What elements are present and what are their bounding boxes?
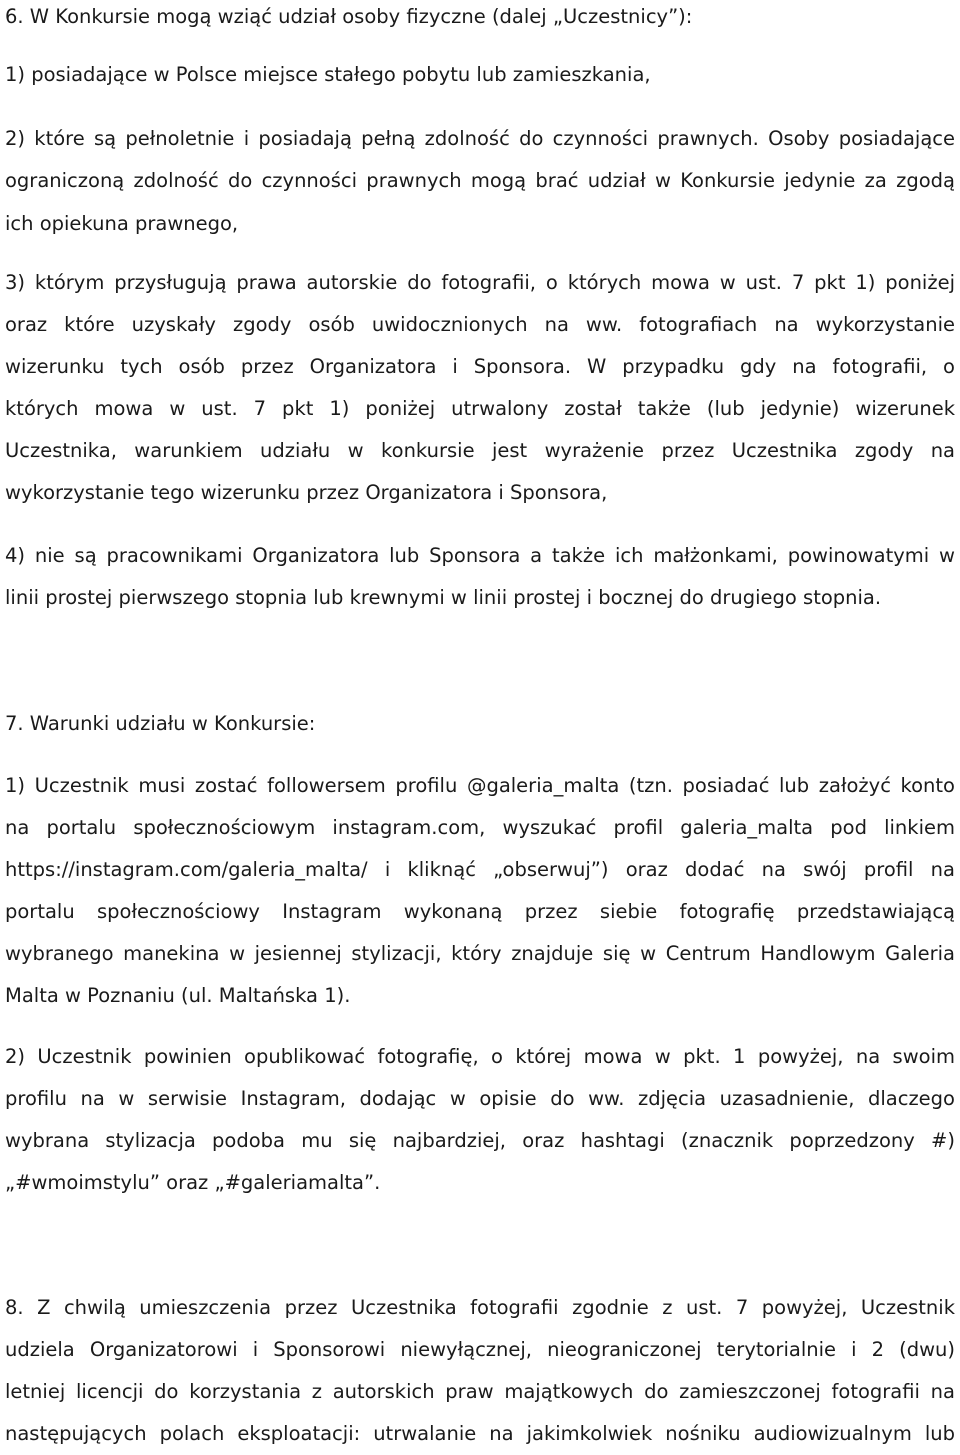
text-line: letniej licencji do korzystania z autorskich praw majątkowych do zamieszczonej fotografii na (5, 1380, 955, 1403)
text-line: udziela Organizatorowi i Sponsorowi niewyłącznej, nieograniczonej terytorialnie i 2 (dwu) (5, 1338, 955, 1361)
text-line: wybrana stylizacja podoba mu się najbardziej, oraz hashtagi (znacznik poprzedzony #) (5, 1129, 955, 1152)
text-line: 6. W Konkursie mogą wziąć udział osoby fizyczne (dalej „Uczestnicy”): (5, 5, 693, 28)
section-heading: 7. Warunki udziału w Konkursie: (5, 712, 316, 735)
text-line: wybranego manekina w jesiennej stylizacji, który znajduje się w Centrum Handlowym Galeria (5, 942, 955, 965)
text-line: 2) Uczestnik powinien opublikować fotografię, o której mowa w pkt. 1 powyżej, na swoim (5, 1045, 955, 1068)
text-line: następujących polach eksploatacji: utrwalanie na jakimkolwiek nośniku audiowizualnym lub (5, 1422, 955, 1445)
text-line: portalu społecznościowy Instagram wykonaną przez siebie fotografię przedstawiającą (5, 900, 955, 923)
text-line: 4) nie są pracownikami Organizatora lub Sponsora a także ich małżonkami, powinowatymi w (5, 544, 955, 567)
text-line: wykorzystanie tego wizerunku przez Organizatora i Sponsora, (5, 481, 608, 504)
text-line: na portalu społecznościowym instagram.com, wyszukać profil galeria_malta pod linkiem (5, 816, 955, 839)
text-line: Uczestnika, warunkiem udziału w konkursie jest wyrażenie przez Uczestnika zgody na (5, 439, 955, 462)
text-line: 3) którym przysługują prawa autorskie do fotografii, o których mowa w ust. 7 pkt 1) poniżej (5, 271, 955, 294)
text-line: 8. Z chwilą umieszczenia przez Uczestnika fotografii zgodnie z ust. 7 powyżej, Uczestnik (5, 1296, 955, 1319)
text-line: profilu na w serwisie Instagram, dodając w opisie do ww. zdjęcia uzasadnienie, dlaczego (5, 1087, 955, 1110)
text-line: ich opiekuna prawnego, (5, 212, 239, 235)
text-line: których mowa w ust. 7 pkt 1) poniżej utrwalony został także (lub jedynie) wizerunek (5, 397, 955, 420)
text-line: 1) Uczestnik musi zostać followersem profilu @galeria_malta (tzn. posiadać lub założyć konto (5, 774, 955, 797)
text-line: oraz które uzyskały zgody osób uwidocznionych na ww. fotografiach na wykorzystanie (5, 313, 955, 336)
text-line: Malta w Poznaniu (ul. Maltańska 1). (5, 984, 351, 1007)
text-line: linii prostej pierwszego stopnia lub krewnymi w linii prostej i bocznej do drugiego stopnia. (5, 586, 882, 609)
text-line: https://instagram.com/galeria_malta/ i kliknąć „obserwuj”) oraz dodać na swój profil na (5, 858, 955, 881)
text-line: ograniczoną zdolność do czynności prawnych mogą brać udział w Konkursie jedynie za zgodą (5, 169, 955, 192)
text-line: wizerunku tych osób przez Organizatora i Sponsora. W przypadku gdy na fotografii, o (5, 355, 955, 378)
text-line: 2) które są pełnoletnie i posiadają pełną zdolność do czynności prawnych. Osoby posiadające (5, 127, 955, 150)
text-line: „#wmoimstylu” oraz „#galeriamalta”. (5, 1171, 381, 1194)
text-line: 1) posiadające w Polsce miejsce stałego pobytu lub zamieszkania, (5, 63, 651, 86)
